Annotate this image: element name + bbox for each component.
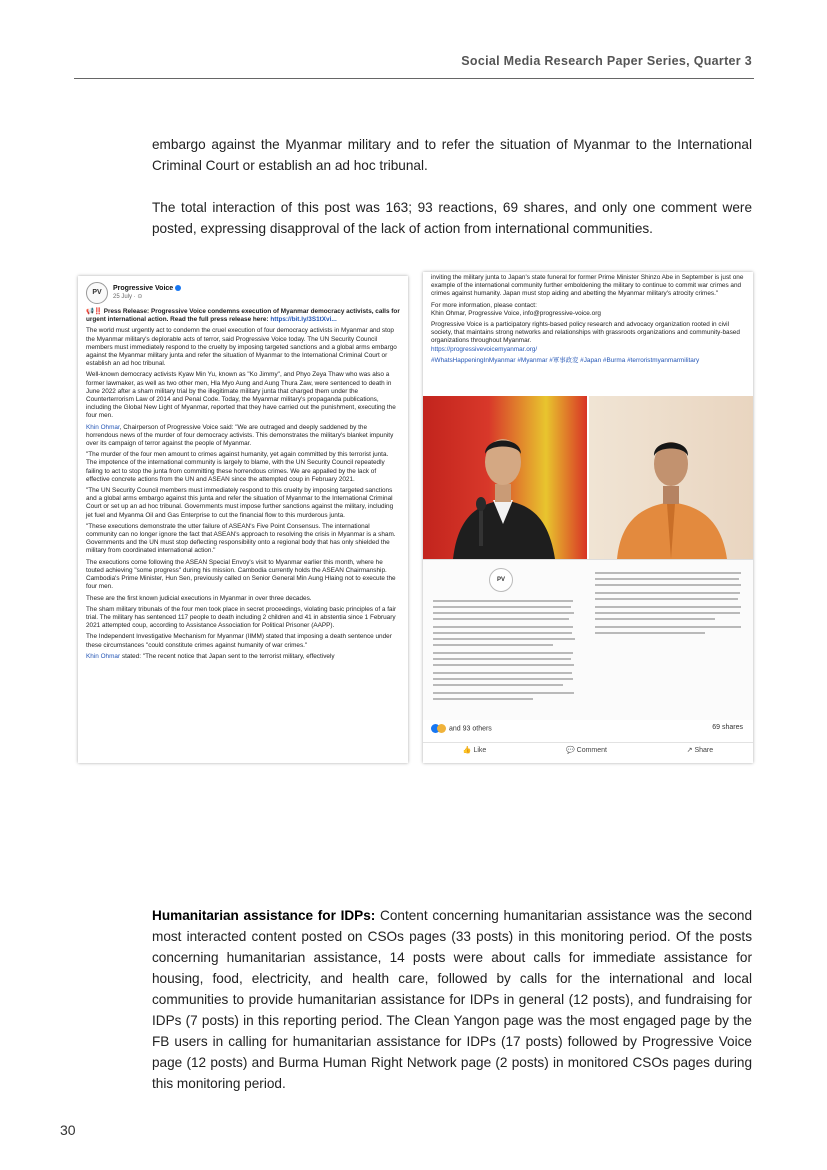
post-paragraph: 📢‼️ Press Release: Progressive Voice condemns execution of Myanmar democracy activists, calls for urgent international action. Read the full press release here: https://bit.ly/3S1tXvi... bbox=[86, 308, 400, 324]
post-paragraph: Progressive Voice is a participatory rights-based policy research and advocacy organization rooted in civil society, that maintains strong networks and relationships with grassroots organizations and community-based organizations throughout Myanmar. https://progressivevoicemyanmar.org/ bbox=[431, 321, 740, 353]
page-avatar: PV bbox=[86, 282, 108, 304]
post-date: 25 July · ⊙ bbox=[113, 294, 143, 300]
post-paragraph: These are the first known judicial executions in Myanmar in over three decades. bbox=[86, 594, 312, 602]
share-icon: ↗ bbox=[686, 747, 693, 754]
reactions-count[interactable]: and 93 others bbox=[431, 724, 492, 734]
comment-button[interactable]: 💬 Comment bbox=[565, 747, 607, 754]
comment-icon: 💬 bbox=[565, 747, 575, 754]
press-release-link: https://bit.ly/3S1tXvi... bbox=[270, 316, 337, 324]
hashtags: #WhatsHappeningInMyanmar #Myanmar #軍事政変 #Japan #Burma #terroristmyanmarmilitary bbox=[431, 356, 700, 364]
section-heading: Humanitarian assistance for IDPs: bbox=[152, 908, 376, 923]
person-illustration bbox=[589, 396, 753, 559]
post-paragraph: "These executions demonstrate the utter failure of ASEAN's Five Point Consensus. The international community can no longer ignore the fact that ASEAN's approach to resolving the crisis in Myanmar is a sham. Governments and the UN must stop deflecting responsibility onto a regional body that has only shielded the military from coordinated international action." bbox=[86, 522, 396, 555]
post-header bbox=[86, 282, 400, 304]
post-paragraph: Khin Ohmar stated: "The recent notice that Japan sent to the terrorist military, effectively bbox=[86, 652, 335, 660]
person-illustration bbox=[423, 396, 587, 559]
mention-khin-ohmar: Khin Ohmar bbox=[86, 423, 120, 431]
thumbs-up-icon: 👍 bbox=[462, 747, 472, 754]
post-paragraph: Well-known democracy activists Kyaw Min Yu, known as "Ko Jimmy", and Phyo Zeya Thaw who was also a former lawmaker, as well as two other men, Hla Myo Aung and Aung Thura Zaw, were sentenced to death in June 2022 after a sham military trial by the illegitimate military junta that charged them under the Counterterrorism Law of 2014 and Penal Code. Today, the Myanmar military's propaganda publications, including the Global New Light of Myanmar, reported that they have carried out the punishment, executing the four men. bbox=[86, 371, 396, 420]
like-button[interactable]: 👍 Like bbox=[462, 747, 487, 754]
interaction-paragraph: The total interaction of this post was 163; 93 reactions, 69 shares, and only one comment were posted, expressing disapproval of the lack of action from international communities. bbox=[152, 200, 752, 236]
share-button[interactable]: ↗ Share bbox=[686, 747, 714, 754]
photo-speaker-with-microphone bbox=[423, 396, 587, 559]
page-number: 30 bbox=[60, 1122, 76, 1138]
post-paragraph: The sham military tribunals of the four men took place in secret proceedings, violating basic principles of a fair trial. The military has sentenced 117 people to death including 2 children and 41 in abstentia since 1 February 2021 attempted coup, according to Assistance Association for Political Prisoner (AAPP). bbox=[86, 605, 397, 630]
header-rule bbox=[74, 78, 754, 79]
humanitarian-paragraph: Humanitarian assistance for IDPs: Content concerning humanitarian assistance was the second most interacted content posted on CSOs pages (33 posts) in this monitoring period. Of the posts concerning humanitarian assistance, 14 posts were about calls for immediate assistance for housing, food, electricity, and health care, followed by calls for the international and local communities to provide humanitarian assistance for IDPs in general (12 posts), and fundraising for IDPs (7 posts) in this reporting period. The Clean Yangon page was the most engaged page by the FB users in calling for humanitarian assistance for IDPs (17 posts) followed by Progressive Voice page (12 posts) and Burma Human Right Network page (2 posts) in monitored CSOs pages during this monitoring period. bbox=[152, 908, 753, 1091]
facebook-post-screenshot-left bbox=[78, 276, 408, 763]
post-paragraph: The executions come following the ASEAN Special Envoy's visit to Myanmar earlier this month, where he touted achieving "some progress" during his mission. Cambodia currently holds the ASEAN Chairmanship. Cambodia's Prime Minister, Hun Sen, previously called on Senior General Min Aung Hlaing not to execute the four men. bbox=[86, 558, 396, 591]
page-header-title: Social Media Research Paper Series, Quarter 3 bbox=[461, 54, 752, 68]
post-paragraph: The world must urgently act to condemn the cruel execution of four democracy activists in Myanmar and stop the Myanmar military's deplorable acts of terror, said Progressive Voice today. The UN Security Council members must immediately respond to the cruelty by imposing targeted sanctions and a global arms embargo against the Myanmar military junta and refer the situation of Myanmar to the International Criminal Court or establish an ad hoc tribunal. bbox=[86, 327, 397, 368]
post-paragraph: "The UN Security Council members must immediately respond to this cruelty by imposing targeted sanctions and a global arms embargo against this junta and refer the situation of Myanmar to the International Criminal Court or set up an ad hoc tribunal. Governments must impose further sanctions against the military, including jet fuel and Myanma Oil and Gas Enterprise to cut the financial flow to this murderous junta. bbox=[86, 487, 394, 519]
post-paragraph: "The murder of the four men amount to crimes against humanity, yet again committed by this terrorist junta. The impotence of the international community is largely to blame, with the UN Security Council repeatedly failing to act to stop the junta from committing these horrendous crimes. We are appalled by the lack of effective concrete actions from the UN and ASEAN since the attempted coup in February 2021. bbox=[86, 451, 389, 483]
progressive-voice-logo: PV bbox=[489, 568, 513, 592]
post-paragraph: Khin Ohmar, Chairperson of Progressive Voice said: "We are outraged and deeply saddened by the horrendous news of the murder of four democracy activists. This demonstrates the military's blanket impunity over its campaign of terror against the people of Myanmar. bbox=[86, 423, 394, 448]
post-paragraph: For more information, please contact: Khin Ohmar, Progressive Voice, info@progressive-voice.org bbox=[431, 301, 601, 317]
shares-count[interactable]: 69 shares bbox=[712, 724, 743, 731]
post-paragraph: inviting the military junta to Japan's state funeral for former Prime Minister Shinzo Abe in September is just one example of the international community further emboldening the military to continue to commit war crimes and crimes against humanity. Japan must stop aiding and abetting the Myanmar military's atrocity crimes." bbox=[431, 274, 744, 298]
facebook-post-screenshot-right bbox=[423, 272, 753, 763]
verified-icon bbox=[175, 285, 181, 291]
press-release-image bbox=[423, 559, 753, 720]
post-stats bbox=[431, 724, 743, 734]
photo-man-in-orange bbox=[587, 396, 753, 559]
intro-paragraph: embargo against the Myanmar military and to refer the situation of Myanmar to the International Criminal Court or establish an ad hoc tribunal. bbox=[152, 137, 752, 173]
page-name: Progressive Voice bbox=[113, 284, 174, 292]
post-photos bbox=[423, 396, 753, 559]
haha-reaction-icon bbox=[437, 724, 446, 733]
post-paragraph: The Independent Investigative Mechanism for Myanmar (IIMM) stated that imposing a death sentence under these circumstances "could constitute crimes against humanity of war crimes." bbox=[86, 633, 392, 649]
website-link: https://progressivevoicemyanmar.org/ bbox=[431, 345, 538, 353]
mention-khin-ohmar: Khin Ohmar bbox=[86, 652, 121, 660]
post-actions bbox=[423, 742, 753, 755]
